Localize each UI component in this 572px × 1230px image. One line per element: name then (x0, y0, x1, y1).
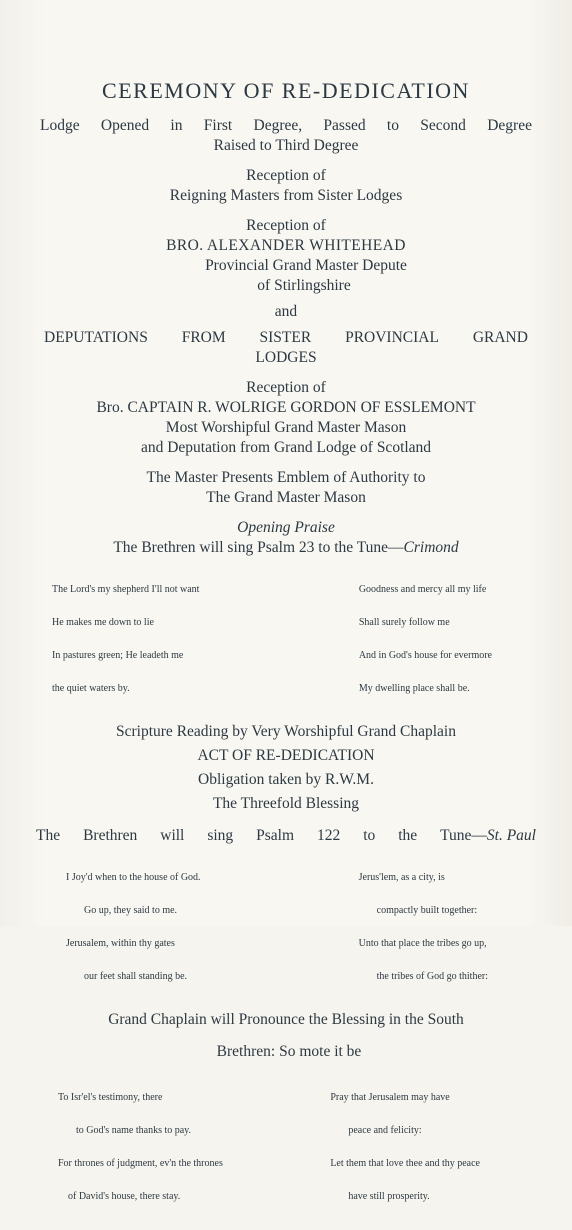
scripture-reading: Scripture Reading by Very Worshipful Grand Chaplain (116, 723, 456, 740)
page-title: CEREMONY OF RE-DEDICATION (102, 78, 470, 103)
verse-line: of David's house, there stay. (68, 1191, 181, 1202)
lodge-line-word: First (203, 117, 233, 134)
reception-role-3: Most Worshipful Grand Master Mason (165, 419, 407, 436)
reception-name-3: Bro. CAPTAIN R. WOLRIGE GORDON OF ESSLEMONT (96, 399, 476, 416)
verse-line: For thrones of judgment, ev'n the thrones (58, 1158, 223, 1169)
verse-line: In pastures green; He leadeth me (52, 650, 184, 661)
final-verse-left (58, 1070, 223, 1224)
lodge-line-word: to (386, 117, 399, 134)
reception-text-1: Reigning Masters from Sister Lodges (169, 187, 403, 204)
verse-line: the quiet waters by. (52, 683, 130, 694)
psalm23-tune: Crimond (403, 539, 459, 556)
programme-content (0, 78, 572, 1230)
deputations-word: SISTER (259, 329, 312, 346)
verse-line: I Joy'd when to the house of God. (66, 872, 201, 883)
verse-line: to God's name thanks to pay. (76, 1125, 192, 1136)
verse-line: Pray that Jerusalem may have (330, 1092, 450, 1103)
deputations-lodges: LODGES (255, 349, 317, 366)
reception-place-2: of Stirlingshire (257, 277, 351, 294)
verse-line: Jerus'lem, as a city, is (358, 872, 445, 883)
lodge-line-word: Second (420, 117, 466, 134)
psalm122-tune-name: St. Paul (486, 827, 536, 844)
threefold-blessing: The Threefold Blessing (212, 795, 360, 812)
verse-line: have still prosperity. (348, 1191, 430, 1202)
verse-line: And in God's house for evermore (358, 650, 492, 661)
grand-chaplain-blessing: Grand Chaplain will Pronounce the Blessing in the South (108, 1011, 464, 1028)
psalm122-tune-prefix: Tune— (440, 827, 487, 844)
reception-deputation-3: and Deputation from Grand Lodge of Scotland (140, 439, 432, 456)
psalm122-verse-left (66, 850, 201, 1004)
verse-line: The Lord's my shepherd I'll not want (52, 584, 200, 595)
psalm122-word: 122 (316, 827, 341, 844)
verse-line: Let them that love thee and thy peace (330, 1158, 480, 1169)
deputations-word: GRAND (472, 329, 528, 346)
emblem-line-1: The Master Presents Emblem of Authority to (146, 469, 426, 486)
psalm122-word: to (363, 827, 376, 844)
lodge-line-word: Passed (323, 117, 366, 134)
psalm122-line (36, 826, 536, 846)
final-verse-right (330, 1070, 480, 1224)
verse-line: Shall surely follow me (358, 617, 450, 628)
psalm122-word: will (160, 827, 185, 844)
verse-line: He makes me down to lie (52, 617, 154, 628)
deputations-word: DEPUTATIONS (44, 329, 148, 346)
so-mote-it-be: Brethren: So mote it be (216, 1043, 362, 1060)
verse-line: Go up, they said to me. (84, 905, 178, 916)
reception-role-2: Provincial Grand Master Depute (205, 257, 407, 274)
verse-line: compactly built together: (376, 905, 478, 916)
lodge-opened-line (40, 116, 532, 136)
psalm122-tune (440, 826, 536, 846)
psalm122-word: sing (207, 827, 234, 844)
psalm122-verse (0, 850, 572, 1004)
lodge-line-word: Opened (100, 117, 150, 134)
act-heading: ACT OF RE-DEDICATION (197, 747, 375, 764)
reception-label-2: Reception of (246, 217, 326, 234)
reception-name-2: BRO. ALEXANDER WHITEHEAD (166, 237, 406, 254)
lodge-line-word: Degree, (253, 117, 303, 134)
psalm122-word: Brethren (83, 827, 138, 844)
deputations-line (44, 328, 528, 348)
verse-line: the tribes of God go thither: (376, 971, 488, 982)
deputations-word: PROVINCIAL (345, 329, 439, 346)
opening-praise-heading: Opening Praise (237, 519, 335, 536)
deputations-word: FROM (181, 329, 226, 346)
verse-line: peace and felicity: (348, 1125, 422, 1136)
psalm23-line (0, 538, 572, 558)
verse-line: Jerusalem, within thy gates (66, 938, 175, 949)
psalm122-word: the (398, 827, 418, 844)
verse-line: Goodness and mercy all my life (358, 584, 487, 595)
verse-line: our feet shall standing be. (84, 971, 188, 982)
lodge-raised-line: Raised to Third Degree (213, 137, 359, 154)
psalm23-verse-right (359, 562, 492, 716)
psalm23-verse-left (52, 562, 199, 716)
psalm122-verse-right (359, 850, 488, 1004)
psalm122-word: Psalm (256, 827, 295, 844)
lodge-line-word: Degree (487, 117, 532, 134)
reception-label-3: Reception of (246, 379, 326, 396)
lodge-line-word: Lodge (40, 117, 80, 134)
verse-line: My dwelling place shall be. (358, 683, 470, 694)
psalm122-word: The (36, 827, 61, 844)
obligation-line: Obligation taken by R.W.M. (198, 771, 374, 788)
psalm23-verse (0, 562, 572, 716)
reception-label-1: Reception of (246, 167, 326, 184)
verse-line: Unto that place the tribes go up, (358, 938, 487, 949)
lodge-line-word: in (170, 117, 183, 134)
emblem-line-2: The Grand Master Mason (206, 489, 366, 506)
verse-line: To Isr'el's testimony, there (58, 1092, 163, 1103)
conjunction-and: and (274, 303, 298, 320)
psalm23-text: The Brethren will sing Psalm 23 to the Tune— (113, 539, 404, 556)
final-verse (0, 1070, 572, 1224)
